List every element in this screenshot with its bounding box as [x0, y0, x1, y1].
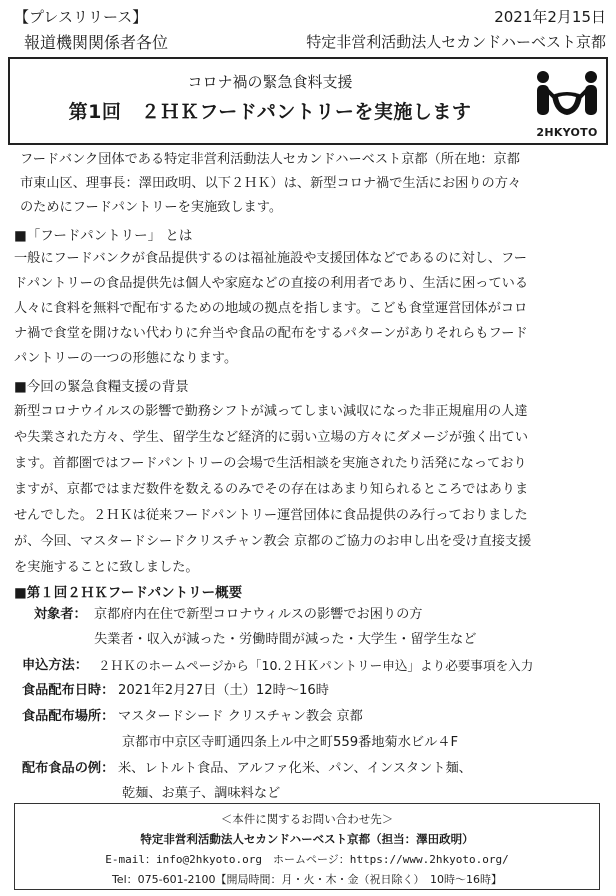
target-label: 対象者： [34, 607, 87, 622]
contact-box [14, 803, 600, 890]
main-title: 第1回 ２ＨＫフードパントリーを実施します [68, 101, 472, 123]
title-box [8, 57, 608, 145]
section1-line: パントリーの一つの形態になります。 [14, 351, 238, 366]
place-address: 京都市中京区寺町通四条上ル中之町559番地菊水ビル４F [122, 735, 459, 750]
date-label: 食品配布日時： [22, 683, 115, 698]
section-heading-overview: ■第１回２ＨＫフードパントリー概要 [14, 585, 243, 601]
place-label: 食品配布場所： [22, 709, 115, 724]
target-value: 京都府内在住で新型コロナウィルスの影響でお困りの方 [94, 607, 423, 622]
section1-line: ドパントリーの食品提供先は個人や家庭などの直接の利用者であり、生活に困っている [14, 276, 529, 291]
contact-organization: 特定非営利活動法人セカンドハーベスト京都（担当：澤田政明） [140, 832, 474, 846]
section-heading-pantry: ■「フードパントリー」 とは [14, 228, 193, 244]
section2-line: を実施することに致しました。 [14, 560, 199, 575]
items-value: 米、レトルト食品、アルファ化米、パン、インスタント麺、 [118, 761, 472, 776]
logo-people-icon [532, 67, 602, 123]
intro-line: のためにフードパントリーを実施致します。 [20, 200, 283, 215]
apply-value: ２ＨＫのホームページから「10.２ＨＫパントリー申込」より必要事項を入力 [98, 658, 534, 673]
press-release-label: 【プレスリリース】 [14, 8, 148, 26]
section1-line: 一般にフードバンクが食品提供するのは福祉施設や支援団体などであるのに対し、フー [14, 251, 527, 266]
items-label: 配布食品の例： [22, 761, 115, 776]
section2-line: や失業された方々、学生、留学生など経済的に弱い立場の方々にダメージが強く出てい [14, 430, 529, 445]
recipients: 報道機関関係者各位 [24, 33, 169, 52]
intro-line: フードバンク団体である特定非営利活動法人セカンドハーベスト京都（所在地：京都 [20, 152, 520, 167]
logo [532, 67, 602, 139]
items-value-detail: 乾麺、お菓子、調味料など [122, 786, 281, 801]
apply-label: 申込方法： [22, 658, 88, 673]
release-date: 2021年2月15日 [494, 8, 606, 26]
section2-line: ますが、京都ではまだ数件を数えるのみでその存在はあまり知られるところではありま [14, 482, 529, 497]
section2-line: 新型コロナウイルスの影響で勤務シフトが減ってしまい減収になった非正規雇用の人達 [14, 404, 528, 419]
section-heading-background: ■今回の緊急食糧支援の背景 [14, 379, 189, 395]
contact-email-website: E-mail：info@2hkyoto.org ホームページ：https://www.2hkyoto.org/ [105, 853, 509, 866]
subtitle: コロナ禍の緊急食料支援 [187, 73, 353, 91]
intro-line: 市東山区、理事長：澤田政明、以下２ＨＫ）は、新型コロナ禍で生活にお困りの方々 [20, 176, 522, 191]
section2-line: せんでした。２ＨＫは従来フードパントリー運営団体に食品提供のみ行っておりました [14, 508, 528, 523]
contact-heading: ＜本件に関するお問い合わせ先＞ [220, 812, 394, 826]
section2-line: が、今回、マスタードシードクリスチャン教会 京都のご協力のお申し出を受け直接支援 [14, 534, 532, 549]
section2-line: ます。首都圏ではフードパントリーの会場で生活相談を実施されたり活発になっており [14, 456, 527, 471]
place-value: マスタードシード クリスチャン教会 京都 [118, 709, 363, 724]
logo-text: 2HKYOTO [536, 126, 598, 139]
section1-line: ナ禍で食堂を開けない代わりに弁当や食品の配布をするパターンがありそれらもフード [14, 326, 528, 341]
contact-tel-hours: Tel：075-601-2100【開局時間：月・火・木・金（祝日除く） 10時～16時】 [111, 873, 503, 886]
date-value: 2021年2月27日（土）12時～16時 [118, 683, 329, 698]
organization-name: 特定非営利活動法人セカンドハーベスト京都 [306, 33, 606, 51]
section1-line: 人々に食料を無料で配布するための地域の拠点を指します。こども食堂運営団体がコロ [14, 301, 528, 316]
target-value-detail: 失業者・収入が減った・労働時間が減った・大学生・留学生など [94, 632, 477, 647]
